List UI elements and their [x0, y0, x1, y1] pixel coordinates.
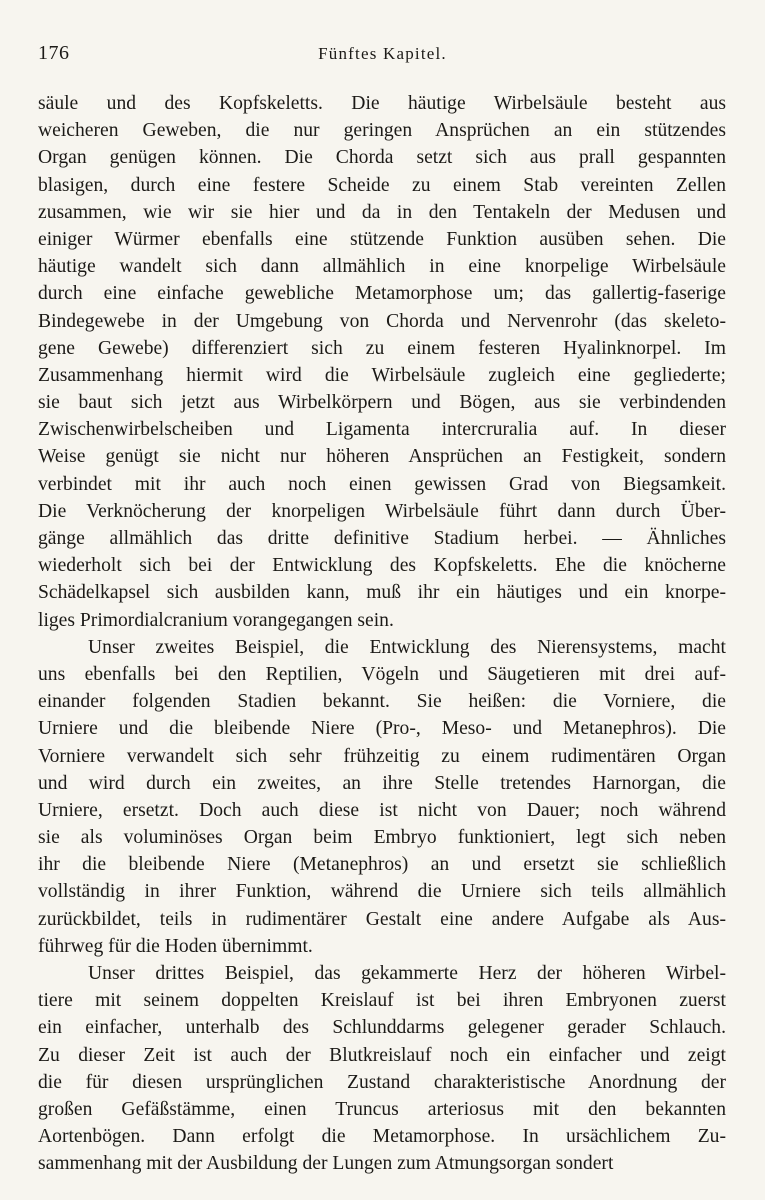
text-line: durch eine einfache gewebliche Metamorphose um; das gallertig-faserige: [38, 283, 726, 305]
text-line: säule und des Kopfskeletts. Die häutige Wirbelsäule besteht aus: [38, 93, 726, 114]
running-head: Fünftes Kapitel.: [318, 44, 447, 63]
text-line: Urniere, ersetzt. Doch auch diese ist nicht von Dauer; noch während: [38, 799, 726, 821]
text-line: führweg für die Hoden übernimmt.: [38, 935, 313, 957]
text-line: und wird durch ein zweites, an ihre Stelle tretendes Harnorgan, die: [38, 772, 726, 794]
text-line: Die Verknöcherung der knorpeligen Wirbelsäule führt dann durch Über-: [38, 500, 726, 522]
text-line: tiere mit seinem doppelten Kreislauf ist bei ihren Embryonen zuerst: [38, 990, 726, 1012]
text-line: häutige wandelt sich dann allmählich in eine knorpelige Wirbelsäule: [38, 256, 726, 278]
text-line: Aortenbögen. Dann erfolgt die Metamorphose. In ursächlichem Zu-: [38, 1126, 726, 1148]
text-line: verbindet mit ihr auch noch einen gewissen Grad von Biegsamkeit.: [38, 473, 726, 495]
text-line: Organ genügen können. Die Chorda setzt sich aus prall gespannten: [38, 147, 726, 169]
text-line: Bindegewebe in der Umgebung von Chorda und Nervenrohr (das skeleto-: [38, 310, 726, 332]
text-line: wiederholt sich bei der Entwicklung des Kopfskeletts. Ehe die knöcherne: [38, 555, 726, 577]
text-line: ihr die bleibende Niere (Metanephros) an und ersetzt sie schließlich: [38, 854, 726, 876]
paragraph: [38, 960, 726, 1178]
text-line: Unser drittes Beispiel, das gekammerte Herz der höheren Wirbel-: [88, 963, 726, 984]
text-line: einander folgenden Stadien bekannt. Sie heißen: die Vorniere, die: [38, 691, 726, 713]
page-header: [38, 42, 727, 70]
text-line: vollständig in ihrer Funktion, während die Urniere sich teils allmählich: [38, 881, 726, 903]
text-line: Schädelkapsel sich ausbilden kann, muß ihr ein häutiges und ein knorpe-: [38, 582, 726, 604]
text-line: Urniere und die bleibende Niere (Pro-, Meso- und Metanephros). Die: [38, 718, 726, 740]
text-line: zusammen, wie wir sie hier und da in den Tentakeln der Medusen und: [38, 201, 726, 223]
text-line: ein einfacher, unterhalb des Schlunddarms gelegener gerader Schlauch.: [38, 1017, 726, 1039]
text-line: liges Primordialcranium vorangegangen sein.: [38, 609, 394, 631]
paragraph: [38, 90, 726, 634]
text-line: zurückbildet, teils in rudimentärer Gestalt eine andere Aufgabe als Aus-: [38, 908, 726, 930]
paragraph: [38, 634, 726, 960]
text-line: Unser zweites Beispiel, die Entwicklung des Nierensystems, macht: [88, 636, 726, 658]
text-line: gene Gewebe) differenziert sich zu einem festeren Hyalinknorpel. Im: [38, 337, 726, 359]
body-text: [38, 90, 726, 1178]
text-line: großen Gefäßstämme, einen Truncus arteriosus mit den bekannten: [38, 1098, 726, 1120]
text-line: sie baut sich jetzt aus Wirbelkörpern und Bögen, aus sie verbindenden: [38, 392, 726, 414]
text-line: Weise genügt sie nicht nur höheren Ansprüchen an Festigkeit, sondern: [38, 446, 726, 468]
text-line: sie als voluminöses Organ beim Embryo funktioniert, legt sich neben: [38, 827, 726, 849]
text-line: Zusammenhang hiermit wird die Wirbelsäule zugleich eine gegliederte;: [38, 364, 726, 386]
text-line: Vorniere verwandelt sich sehr frühzeitig zu einem rudimentären Organ: [38, 745, 726, 767]
text-line: uns ebenfalls bei den Reptilien, Vögeln und Säugetieren mit drei auf-: [38, 663, 726, 685]
text-line: weicheren Geweben, die nur geringen Ansprüchen an ein stützendes: [38, 120, 726, 142]
text-line: Zu dieser Zeit ist auch der Blutkreislauf noch ein einfacher und zeigt: [38, 1044, 726, 1066]
page-number: 176: [38, 42, 70, 64]
text-line: die für diesen ursprünglichen Zustand charakteristische Anordnung der: [38, 1071, 726, 1093]
text-line: einiger Würmer ebenfalls eine stützende Funktion ausüben sehen. Die: [38, 228, 726, 250]
text-line: gänge allmählich das dritte definitive Stadium herbei. — Ähnliches: [38, 528, 726, 549]
text-line: blasigen, durch eine festere Scheide zu einem Stab vereinten Zellen: [38, 174, 726, 196]
text-line: Zwischenwirbelscheiben und Ligamenta intercruralia auf. In dieser: [38, 419, 726, 441]
text-line: sammenhang mit der Ausbildung der Lungen zum Atmungsorgan sondert: [38, 1153, 614, 1175]
